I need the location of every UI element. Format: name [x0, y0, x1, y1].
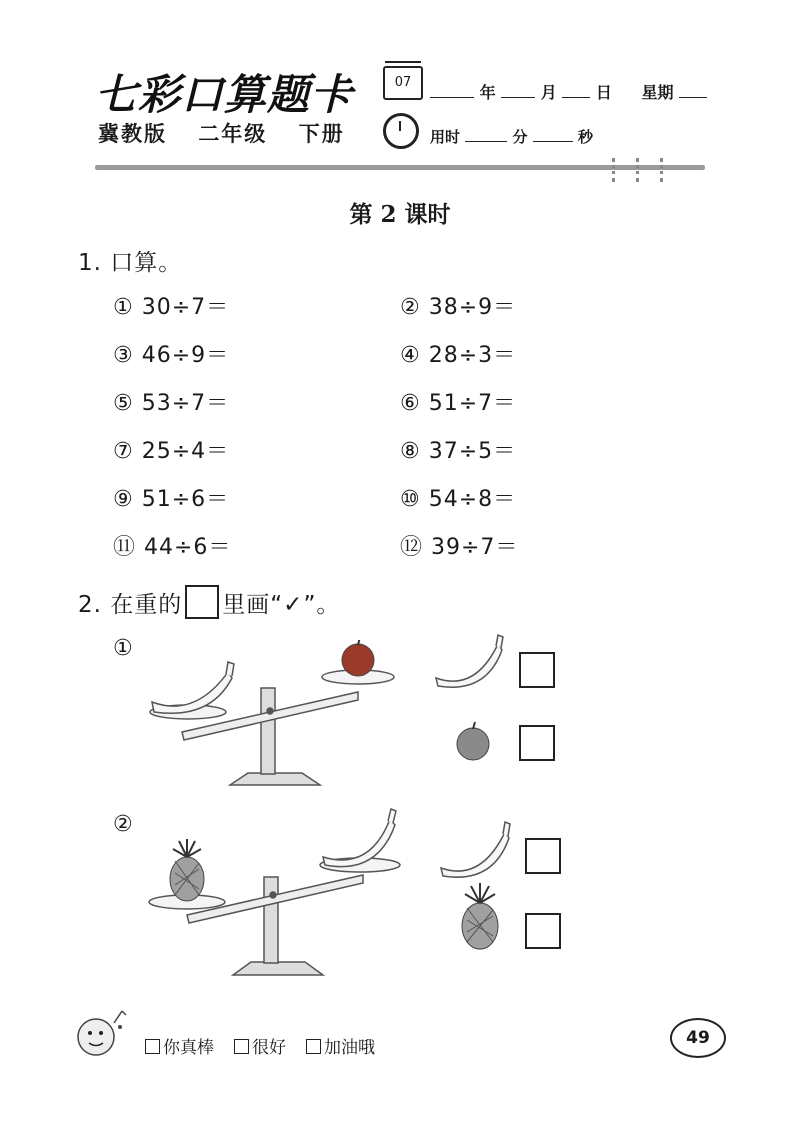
minutes-label: 分: [512, 128, 528, 146]
banana-option-icon: [430, 630, 510, 690]
q2-item1-label: ①: [113, 636, 134, 661]
problem-2: ② 38÷9＝: [400, 295, 517, 320]
date-line: [430, 80, 707, 103]
problem-9: ⑨ 51÷6＝: [113, 487, 230, 512]
answer-box-pineapple[interactable]: [525, 913, 561, 949]
q1-title: 1. 口算。: [78, 250, 183, 276]
q2-title: [78, 585, 340, 619]
pineapple-icon: [170, 839, 204, 901]
seconds-label: 秒: [577, 128, 593, 146]
rating-label-good: 很好: [252, 1038, 286, 1058]
time-used-label: 用时: [430, 128, 461, 146]
problem-10: ⑩ 54÷8＝: [400, 487, 517, 512]
sample-checkbox-icon: [185, 585, 219, 619]
seconds-blank[interactable]: [533, 127, 573, 142]
answer-box-banana-2[interactable]: [525, 838, 561, 874]
problem-8: ⑧ 37÷5＝: [400, 439, 517, 464]
problem-6: ⑥ 51÷7＝: [400, 391, 517, 416]
minutes-blank[interactable]: [465, 127, 507, 142]
rating-label-great: 你真棒: [163, 1038, 214, 1058]
problem-12: ⑫ 39÷7＝: [400, 535, 519, 560]
edition-info: [98, 118, 367, 148]
q2-title-before: 2. 在重的: [78, 592, 183, 618]
weekday-blank[interactable]: [679, 83, 707, 98]
lesson-title: 第 2 课时: [349, 201, 451, 228]
calendar-day: 07: [394, 75, 412, 90]
q2-title-after: 里画“✓”。: [222, 592, 341, 618]
divider-dots: [636, 158, 643, 182]
edition-volume: 下册: [298, 122, 345, 146]
banana-icon: [323, 809, 396, 867]
rating-label-keep-going: 加油哦: [324, 1038, 375, 1058]
checkbox-icon[interactable]: [145, 1039, 160, 1054]
pineapple-option-icon: [455, 880, 505, 952]
day-label: 日: [595, 83, 612, 102]
checkbox-icon[interactable]: [234, 1039, 249, 1054]
year-label: 年: [479, 83, 496, 102]
time-line: [430, 126, 593, 147]
mascot-icon: [68, 1005, 138, 1065]
problem-7: ⑦ 25÷4＝: [113, 439, 230, 464]
edition-grade: 二年级: [198, 122, 268, 146]
clock-icon: [383, 113, 419, 149]
balance-scale-2: [145, 805, 415, 980]
problem-3: ③ 46÷9＝: [113, 343, 230, 368]
apple-option-icon: [452, 720, 496, 764]
weekday-label: 星期: [641, 83, 674, 102]
q2-item2-label: ②: [113, 812, 134, 837]
edition-publisher: 冀教版: [98, 122, 167, 146]
rating-option-keep-going[interactable]: [306, 1033, 375, 1058]
balance-scale-1: [140, 640, 410, 790]
apple-icon: [342, 640, 374, 676]
answer-box-apple[interactable]: [519, 725, 555, 761]
year-blank[interactable]: [430, 83, 474, 98]
page-number: 49: [670, 1018, 726, 1058]
problem-11: ⑪ 44÷6＝: [113, 535, 232, 560]
checkbox-icon[interactable]: [306, 1039, 321, 1054]
scale-base: [230, 688, 320, 785]
problem-1: ① 30÷7＝: [113, 295, 230, 320]
month-label: 月: [540, 83, 557, 102]
problem-4: ④ 28÷3＝: [400, 343, 517, 368]
banana-option-icon-2: [435, 818, 515, 882]
banana-icon: [152, 662, 234, 713]
divider-dots: [612, 158, 619, 182]
divider-dots: [660, 158, 667, 182]
calendar-icon: [383, 66, 423, 100]
month-blank[interactable]: [501, 83, 535, 98]
rating-option-good[interactable]: [234, 1033, 286, 1058]
problem-5: ⑤ 53÷7＝: [113, 391, 230, 416]
answer-box-banana-1[interactable]: [519, 652, 555, 688]
day-blank[interactable]: [562, 83, 590, 98]
brand-title: 七彩口算题卡: [95, 70, 354, 119]
rating-option-great[interactable]: [145, 1033, 214, 1058]
